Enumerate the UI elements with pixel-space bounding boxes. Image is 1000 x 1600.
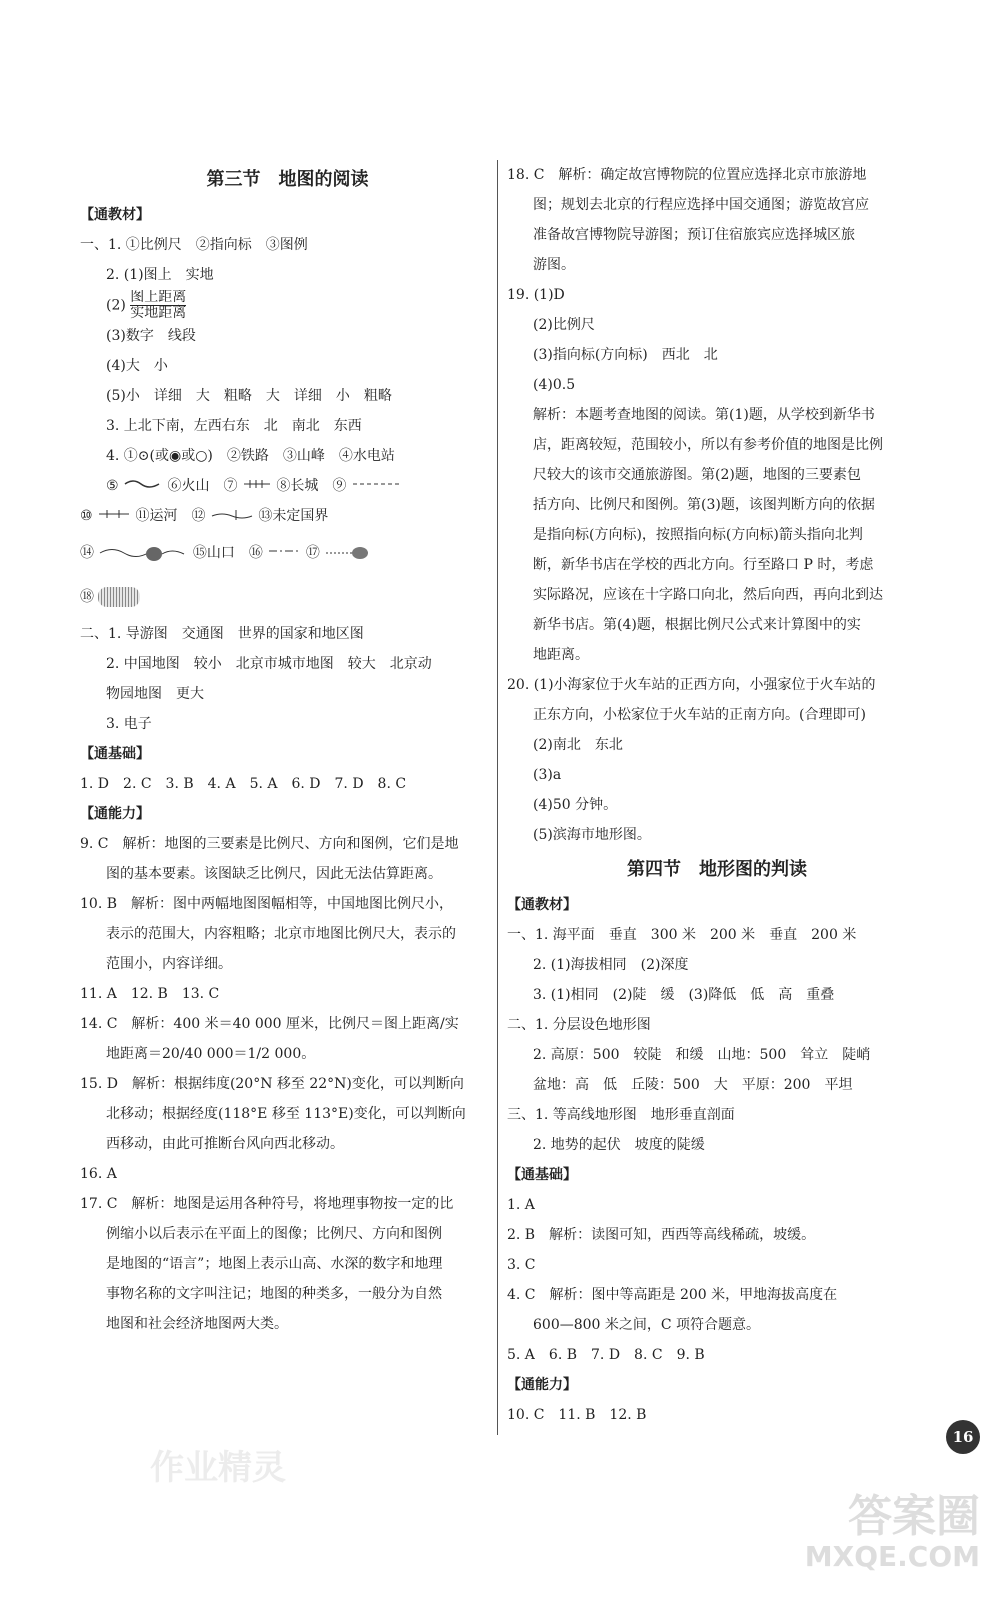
answer-line: 物园地图 更大 bbox=[106, 686, 204, 702]
symbol-label: ⑰ bbox=[305, 545, 320, 561]
fraction-denominator: 实地距离 bbox=[130, 305, 187, 321]
answer-line: 1. A bbox=[507, 1197, 535, 1213]
answer-line: 地距离。 bbox=[533, 647, 589, 663]
answer-line: (4)大 小 bbox=[106, 358, 168, 374]
answer-line: (2)比例尺 bbox=[533, 317, 595, 333]
answer-line: (3)a bbox=[533, 767, 562, 783]
symbol-label: ⑬未定国界 bbox=[258, 508, 329, 524]
answer-line: (3)指向标(方向标) 西北 北 bbox=[533, 347, 718, 363]
answer-line: 2. (1)海拔相同 (2)深度 bbox=[533, 957, 689, 973]
answer-line: 4. ①⊙(或◉或○) ②铁路 ③山峰 ④水电站 bbox=[106, 448, 395, 464]
river-symbol-icon bbox=[123, 478, 163, 490]
fraction-prefix: (2) bbox=[106, 297, 126, 314]
symbol-label: ⑪运河 ⑫ bbox=[135, 508, 206, 524]
watermark: 作业精灵 bbox=[150, 1448, 286, 1488]
answer-line: 表示的范围大，内容粗略；北京市地图比例尺大，表示的 bbox=[106, 926, 456, 942]
railway-symbol-icon bbox=[97, 508, 131, 520]
answer-line: 准备故宫博物院导游图；预订住宿旅宾应选择城区旅 bbox=[533, 227, 855, 243]
symbol-line bbox=[80, 575, 495, 619]
symbol-label: ⑤ bbox=[106, 478, 119, 494]
symbol-line bbox=[80, 501, 495, 531]
symbol-line bbox=[80, 471, 495, 501]
answer-line: 游图。 bbox=[533, 257, 575, 273]
answer-line: 正东方向，小松家位于火车站的正南方向。(合理即可) bbox=[533, 707, 866, 723]
answer-line: 一、1. 海平面 垂直 300 米 200 米 垂直 200 米 bbox=[507, 927, 857, 943]
symbol-label: ⑱ bbox=[80, 589, 94, 605]
symbol-line bbox=[80, 531, 495, 575]
answer-line: (4)0.5 bbox=[533, 377, 576, 393]
seasonal-lake-symbol-icon bbox=[324, 544, 370, 562]
site-logo-url: MXQE.COM bbox=[804, 1540, 980, 1573]
answer-line: 16. A bbox=[80, 1166, 117, 1182]
answer-line: 2. (1)图上 实地 bbox=[106, 267, 214, 283]
answer-line: 20. (1)小海家位于火车站的正西方向，小强家位于火车站的 bbox=[507, 677, 876, 693]
answer-line: 例缩小以后表示在平面上的图像；比例尺、方向和图例 bbox=[106, 1226, 442, 1242]
symbol-label: ⑭ bbox=[80, 545, 94, 561]
answer-line: (2)南北 东北 bbox=[533, 737, 623, 753]
answer-line: 17. C 解析：地图是运用各种符号，将地理事物按一定的比 bbox=[80, 1196, 454, 1212]
answer-line: 地图和社会经济地图两大类。 bbox=[106, 1316, 288, 1332]
fraction bbox=[130, 290, 186, 321]
fraction-line bbox=[80, 290, 495, 321]
answer-line: 14. C 解析：400 米＝40 000 厘米，比例尺＝图上距离/实 bbox=[80, 1016, 459, 1032]
answer-line: 事物名称的文字叫注记；地图的种类多，一般分为自然 bbox=[106, 1286, 442, 1302]
answer-line: 图；规划去北京的行程应选择中国交通图；游览故宫应 bbox=[533, 197, 869, 213]
section-label: 【通教材】 bbox=[80, 207, 150, 223]
answer-line: 3. 上北下南，左西右东 北 南北 东西 bbox=[106, 418, 362, 434]
answer-line: 10. C 11. B 12. B bbox=[507, 1407, 647, 1423]
answer-line: 3. C bbox=[507, 1257, 536, 1273]
answer-line: 600—800 米之间，C 项符合题意。 bbox=[533, 1317, 761, 1333]
section-title: 第四节 地形图的判读 bbox=[627, 859, 807, 880]
answer-line: (3)数字 线段 bbox=[106, 328, 196, 344]
answer-line: 9. C 解析：地图的三要素是比例尺、方向和图例，它们是地 bbox=[80, 836, 459, 852]
answer-line: 断，新华书店在学校的西北方向。行至路口 P 时，考虑 bbox=[533, 557, 874, 573]
answer-line: 10. B 解析：图中两幅地图图幅相等，中国地图比例尺小， bbox=[80, 896, 454, 912]
answer-line: 三、1. 等高线地形图 地形垂直剖面 bbox=[507, 1107, 735, 1123]
page-number: 16 bbox=[946, 1420, 980, 1454]
right-column bbox=[507, 160, 927, 1430]
symbol-label: ⑩ bbox=[80, 508, 93, 524]
answer-line: 15. D 解析：根据纬度(20°N 移至 22°N)变化，可以判断向 bbox=[80, 1076, 464, 1092]
dam-symbol-icon bbox=[210, 508, 254, 520]
answer-line: 2. 中国地图 较小 北京市城市地图 较大 北京动 bbox=[106, 656, 432, 672]
answer-line: 2. 地势的起伏 坡度的陡缓 bbox=[533, 1137, 705, 1153]
answer-line: 地距离＝20/40 000＝1/2 000。 bbox=[106, 1046, 316, 1062]
answer-line: 二、1. 导游图 交通图 世界的国家和地区图 bbox=[80, 626, 364, 642]
left-column bbox=[80, 160, 495, 1339]
answer-line: (4)50 分钟。 bbox=[533, 797, 618, 813]
answer-line: 5. A 6. B 7. D 8. C 9. B bbox=[507, 1347, 705, 1363]
answer-line: 二、1. 分层设色地形图 bbox=[507, 1017, 651, 1033]
answer-line: 括方向、比例尺和图例。第(3)题，该图判断方向的依据 bbox=[533, 497, 875, 513]
symbol-label: ⑧长城 ⑨ bbox=[276, 478, 347, 494]
answer-line: 2. 高原：500 较陡 和缓 山地：500 耸立 陡峭 bbox=[533, 1047, 871, 1063]
site-logo: 答案圈 bbox=[848, 1491, 980, 1542]
symbol-label: ⑥火山 ⑦ bbox=[167, 478, 238, 494]
section-label: 【通基础】 bbox=[80, 746, 150, 762]
answer-line: 一、1. ①比例尺 ②指向标 ③图例 bbox=[80, 237, 308, 253]
answer-line: 西移动，由此可推断台风向西北移动。 bbox=[106, 1136, 344, 1152]
answer-line: 图的基本要素。该图缺乏比例尺，因此无法估算距离。 bbox=[106, 866, 442, 882]
answer-line: 4. C 解析：图中等高距是 200 米，甲地海拔高度在 bbox=[507, 1287, 838, 1303]
answer-line: 3. 电子 bbox=[106, 716, 152, 732]
fraction-numerator: 图上距离 bbox=[130, 290, 187, 305]
dash-dot-symbol-icon bbox=[267, 545, 301, 557]
answer-line: 实际路况，应该在十字路口向北，然后向西，再向北到达 bbox=[533, 587, 883, 603]
answer-line: 1. D 2. C 3. B 4. A 5. A 6. D 7. D 8. C bbox=[80, 776, 407, 792]
section-label: 【通能力】 bbox=[507, 1377, 577, 1393]
symbol-label: ⑮山口 ⑯ bbox=[192, 545, 263, 561]
answer-line: 是指向标(方向标)，按照指向标(方向标)箭头指向北判 bbox=[533, 527, 863, 543]
desert-symbol-icon bbox=[98, 587, 140, 607]
answer-line: 尺较大的该市交通旅游图。第(2)题，地图的三要素包 bbox=[533, 467, 861, 483]
answer-line: 19. (1)D bbox=[507, 287, 565, 303]
answer-line: 新华书店。第(4)题，根据比例尺公式来计算图中的实 bbox=[533, 617, 861, 633]
boundary-symbol-icon bbox=[351, 478, 401, 490]
answer-line: 18. C 解析：确定故宫博物院的位置应选择北京市旅游地 bbox=[507, 167, 867, 183]
answer-line: 范围小，内容详细。 bbox=[106, 956, 232, 972]
section-title: 第三节 地图的阅读 bbox=[206, 169, 369, 190]
section-label: 【通能力】 bbox=[80, 806, 150, 822]
answer-line: (5)滨海市地形图。 bbox=[533, 827, 651, 843]
answer-line: 是地图的“语言”；地图上表示山高、水深的数字和地理 bbox=[106, 1256, 443, 1272]
section-label: 【通教材】 bbox=[507, 897, 577, 913]
answer-line: (5)小 详细 大 粗略 大 详细 小 粗略 bbox=[106, 388, 392, 404]
answer-line: 3. (1)相同 (2)陡 缓 (3)降低 低 高 重叠 bbox=[533, 987, 835, 1003]
section-label: 【通基础】 bbox=[507, 1167, 577, 1183]
answer-line: 店，距离较短，范围较小，所以有参考价值的地图是比例 bbox=[533, 437, 883, 453]
lake-river-symbol-icon bbox=[98, 542, 188, 564]
answer-line: 盆地：高 低 丘陵：500 大 平原：200 平坦 bbox=[533, 1077, 853, 1093]
answer-line: 北移动；根据经度(118°E 移至 113°E)变化，可以判断向 bbox=[106, 1106, 466, 1122]
column-divider bbox=[497, 160, 498, 1435]
answer-line: 2. B 解析：读图可知，西西等高线稀疏，坡缓。 bbox=[507, 1227, 816, 1243]
answer-line: 解析：本题考查地图的阅读。第(1)题，从学校到新华书 bbox=[533, 407, 875, 423]
answer-line: 11. A 12. B 13. C bbox=[80, 986, 220, 1002]
bridge-symbol-icon bbox=[242, 478, 272, 490]
